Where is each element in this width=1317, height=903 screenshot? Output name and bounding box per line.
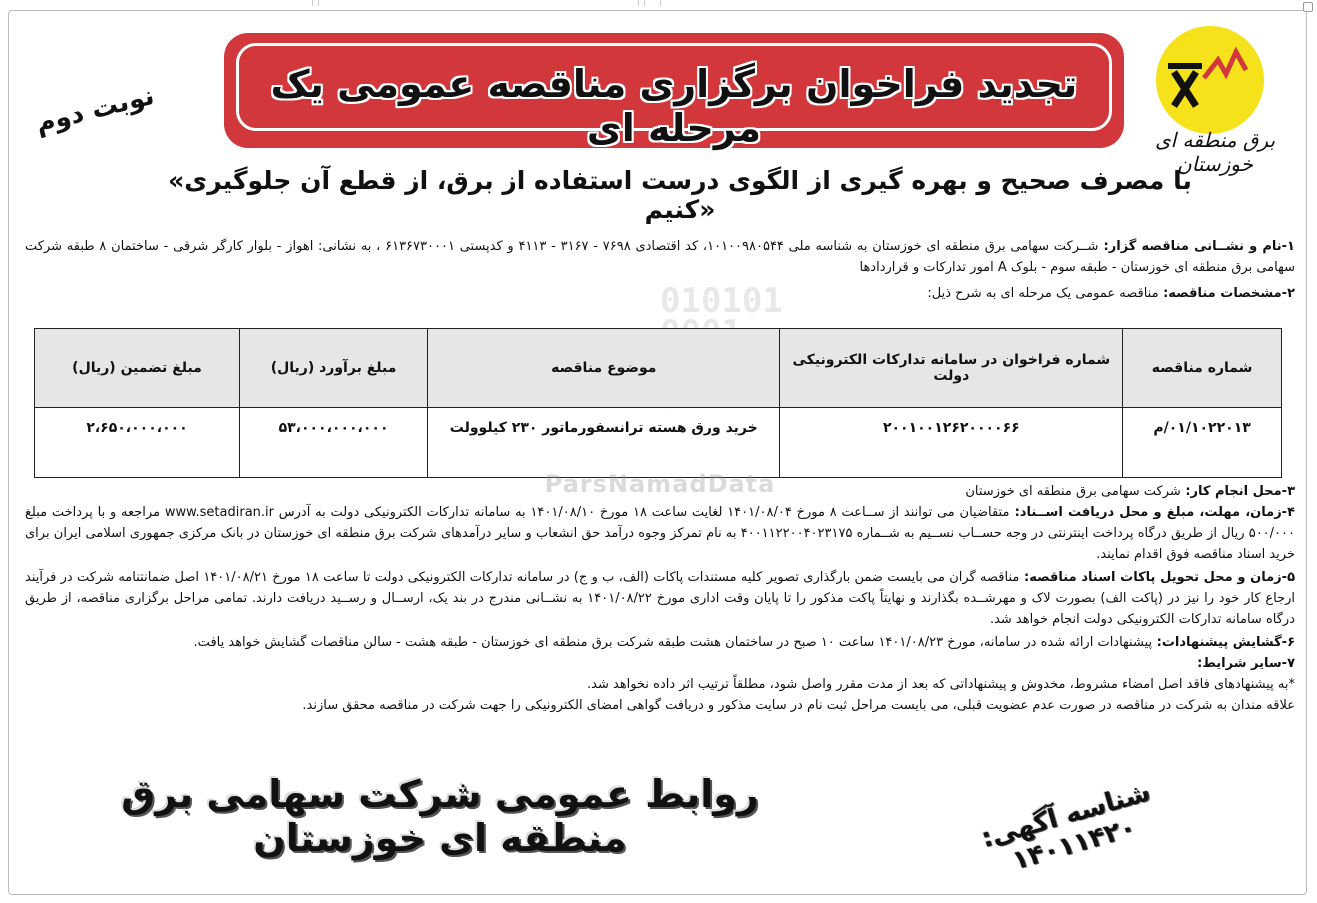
section-6-label: ۶-گشایش پیشنهادات:	[1152, 635, 1295, 650]
watermark-brand: ParsNamadData	[544, 470, 776, 498]
table-cell: خرید ورق هسته ترانسفورماتور ۲۳۰ کیلوولت	[428, 408, 780, 478]
table-cell: ۵۳،۰۰۰،۰۰۰،۰۰۰	[240, 408, 428, 478]
public-relations-signature: روابط عمومی شرکت سهامی برق منطقه ای خوزستان	[121, 772, 759, 860]
section-3-label: ۳-محل انجام کار:	[1180, 484, 1295, 499]
company-logo	[1140, 26, 1290, 176]
table-cell: ۰۱/۱۰۲۲۰۱۳/م	[1123, 408, 1282, 478]
section-2-text: مناقصه عمومی یک مرحله ای به شرح ذیل:	[927, 286, 1159, 301]
section-6-text: پیشنهادات ارائه شده در سامانه، مورخ ۱۴۰۱/۰۸/۲۳ ساعت ۱۰ صبح در ساختمان هشت طبقه شرکت برق منطقه ای خوزستان - طبقه هشت - سالن مناقصات گشایش خواهد یافت.	[193, 635, 1153, 650]
section-2-label: ۲-مشخصات مناقصه:	[1158, 286, 1295, 301]
condition-line: *به پیشنهادهای فاقد اصل امضاء مشروط، مخدوش و پیشنهاداتی که بعد از مدت مقرر واصل شود، مطلقاً ترتیب اثر داده نخواهد شد.	[587, 677, 1295, 692]
title-banner	[224, 33, 1124, 148]
section-tender-organizer	[25, 236, 1295, 278]
table-header: مبلغ برآورد (ریال)	[240, 329, 428, 408]
slogan: «با مصرف صحیح و بهره گیری از الگوی درست استفاده از برق، از قطع آن جلوگیری کنیم»	[168, 166, 1192, 224]
section-documents	[25, 502, 1295, 565]
section-opening	[25, 632, 1295, 653]
second-publication-badge: نوبت دوم	[32, 80, 158, 140]
watermark-numbers: 010101	[660, 281, 783, 321]
section-4-text: متقاضیان می توانند از ســاعت ۸ مورخ ۱۴۰۱/۰۸/۰۴ لغایت ساعت ۱۸ مورخ ۱۴۰۱/۰۸/۱۰ به سامانه تدارکات الکترونیکی دولت به آدرس www.setadiran.ir مراجعه و با پرداخت مبلغ ۵۰۰/۰۰۰ ریال از طریق درگاه پرداخت اینترنتی در وجه حســاب نســیم به شــماره ۴۰۰۱۱۲۲۰۰۴۰۲۳۱۷۵ به نام تمرکز وجوه درآمد حق انشعاب و سایر درآمدهای شرکت برق منطقه ای خوزستان در بانک مرکزی جمهوری اسلامی ایران برای خرید اسناد مناقصه فوق اقدام نمایند.	[25, 505, 1295, 562]
ad-identifier: شناسه آگهی: ۱۴۰۱۱۴۲۰	[977, 777, 1154, 877]
table-header-row	[35, 329, 1282, 408]
table-header: مبلغ تضمین (ریال)	[35, 329, 240, 408]
table-row	[35, 408, 1282, 478]
section-other-conditions	[25, 653, 1295, 674]
table-cell: ۲،۶۵۰،۰۰۰،۰۰۰	[35, 408, 240, 478]
table-header: شماره فراخوان در سامانه تدارکات الکترونیکی دولت	[780, 329, 1123, 408]
section-work-location	[25, 481, 1295, 502]
table-header: موضوع مناقصه	[428, 329, 780, 408]
announcement-title: تجدید فراخوان برگزاری مناقصه عمومی یک مرحله ای	[270, 62, 1078, 150]
section-1-label: ۱-نام و نشــانی مناقصه گزار:	[1098, 239, 1295, 254]
section-5-label: ۵-زمان و محل تحویل پاکات اسناد مناقصه:	[1019, 570, 1295, 585]
table-header: شماره مناقصه	[1123, 329, 1282, 408]
section-7-label: ۷-سایر شرایط:	[1197, 656, 1295, 671]
section-5-text: مناقصه گران می بایست ضمن بارگذاری تصویر کلیه مستندات پاکات (الف، ب و ج) در سامانه تدارکات الکترونیکی دولت تا ساعت ۱۸ مورخ ۱۴۰۱/۰۸/۲۱ اصل ضمانتنامه شرکت در فرآیند ارجاع کار خود را نیز در (پاکت الف) بصورت لاک و مهرشــده بگذارند و نهایتاً پاکت مذکور را تا پایان وقت اداری مورخ ۱۴۰۱/۰۸/۲۲ به نشــانی مندرج در بند یک، ارســال و رســید دریافت دارند. تمامی مراحل برگزاری مناقصه، از طریق درگاه سامانه تدارکات الکترونیکی دولت انجام خواهد شد.	[25, 570, 1295, 627]
lightning-transmission-icon	[1156, 26, 1264, 134]
section-1-text: شــرکت سهامی برق منطقه ای خوزستان به شناسه ملی ۱۰۱۰۰۹۸۰۵۴۴، کد اقتصادی ۷۶۹۸ - ۳۱۶۷ - ۴۱۱۳ و کدپستی ۶۱۳۶۷۳۰۰۰۱ ، به نشانی: اهواز - بلوار کارگر شرقی - ساختمان ۸ طبقه شرکت سهامی برق منطقه ای خوزستان - طبقه سوم - بلوک A امور تدارکات و قراردادها	[25, 239, 1295, 275]
tender-table	[34, 328, 1282, 478]
section-4-label: ۴-زمان، مهلت، مبلغ و محل دریافت اســناد:	[1009, 505, 1296, 520]
section-delivery	[25, 567, 1295, 630]
top-ruler-marks	[0, 0, 1317, 8]
title-banner-inner	[236, 43, 1112, 150]
condition-line: علاقه مندان به شرکت در مناقصه در صورت عدم عضویت قبلی، می بایست مراحل ثبت نام در سایت مذکور و دریافت گواهی امضای الکترونیکی را جهت شرکت در مناقصه محقق سازند.	[302, 698, 1295, 713]
logo-caption: برق منطقه ای خوزستان	[1154, 128, 1276, 176]
table-cell: ۲۰۰۱۰۰۱۲۶۲۰۰۰۰۶۶	[780, 408, 1123, 478]
section-3-text: شرکت سهامی برق منطقه ای خوزستان	[965, 484, 1181, 499]
